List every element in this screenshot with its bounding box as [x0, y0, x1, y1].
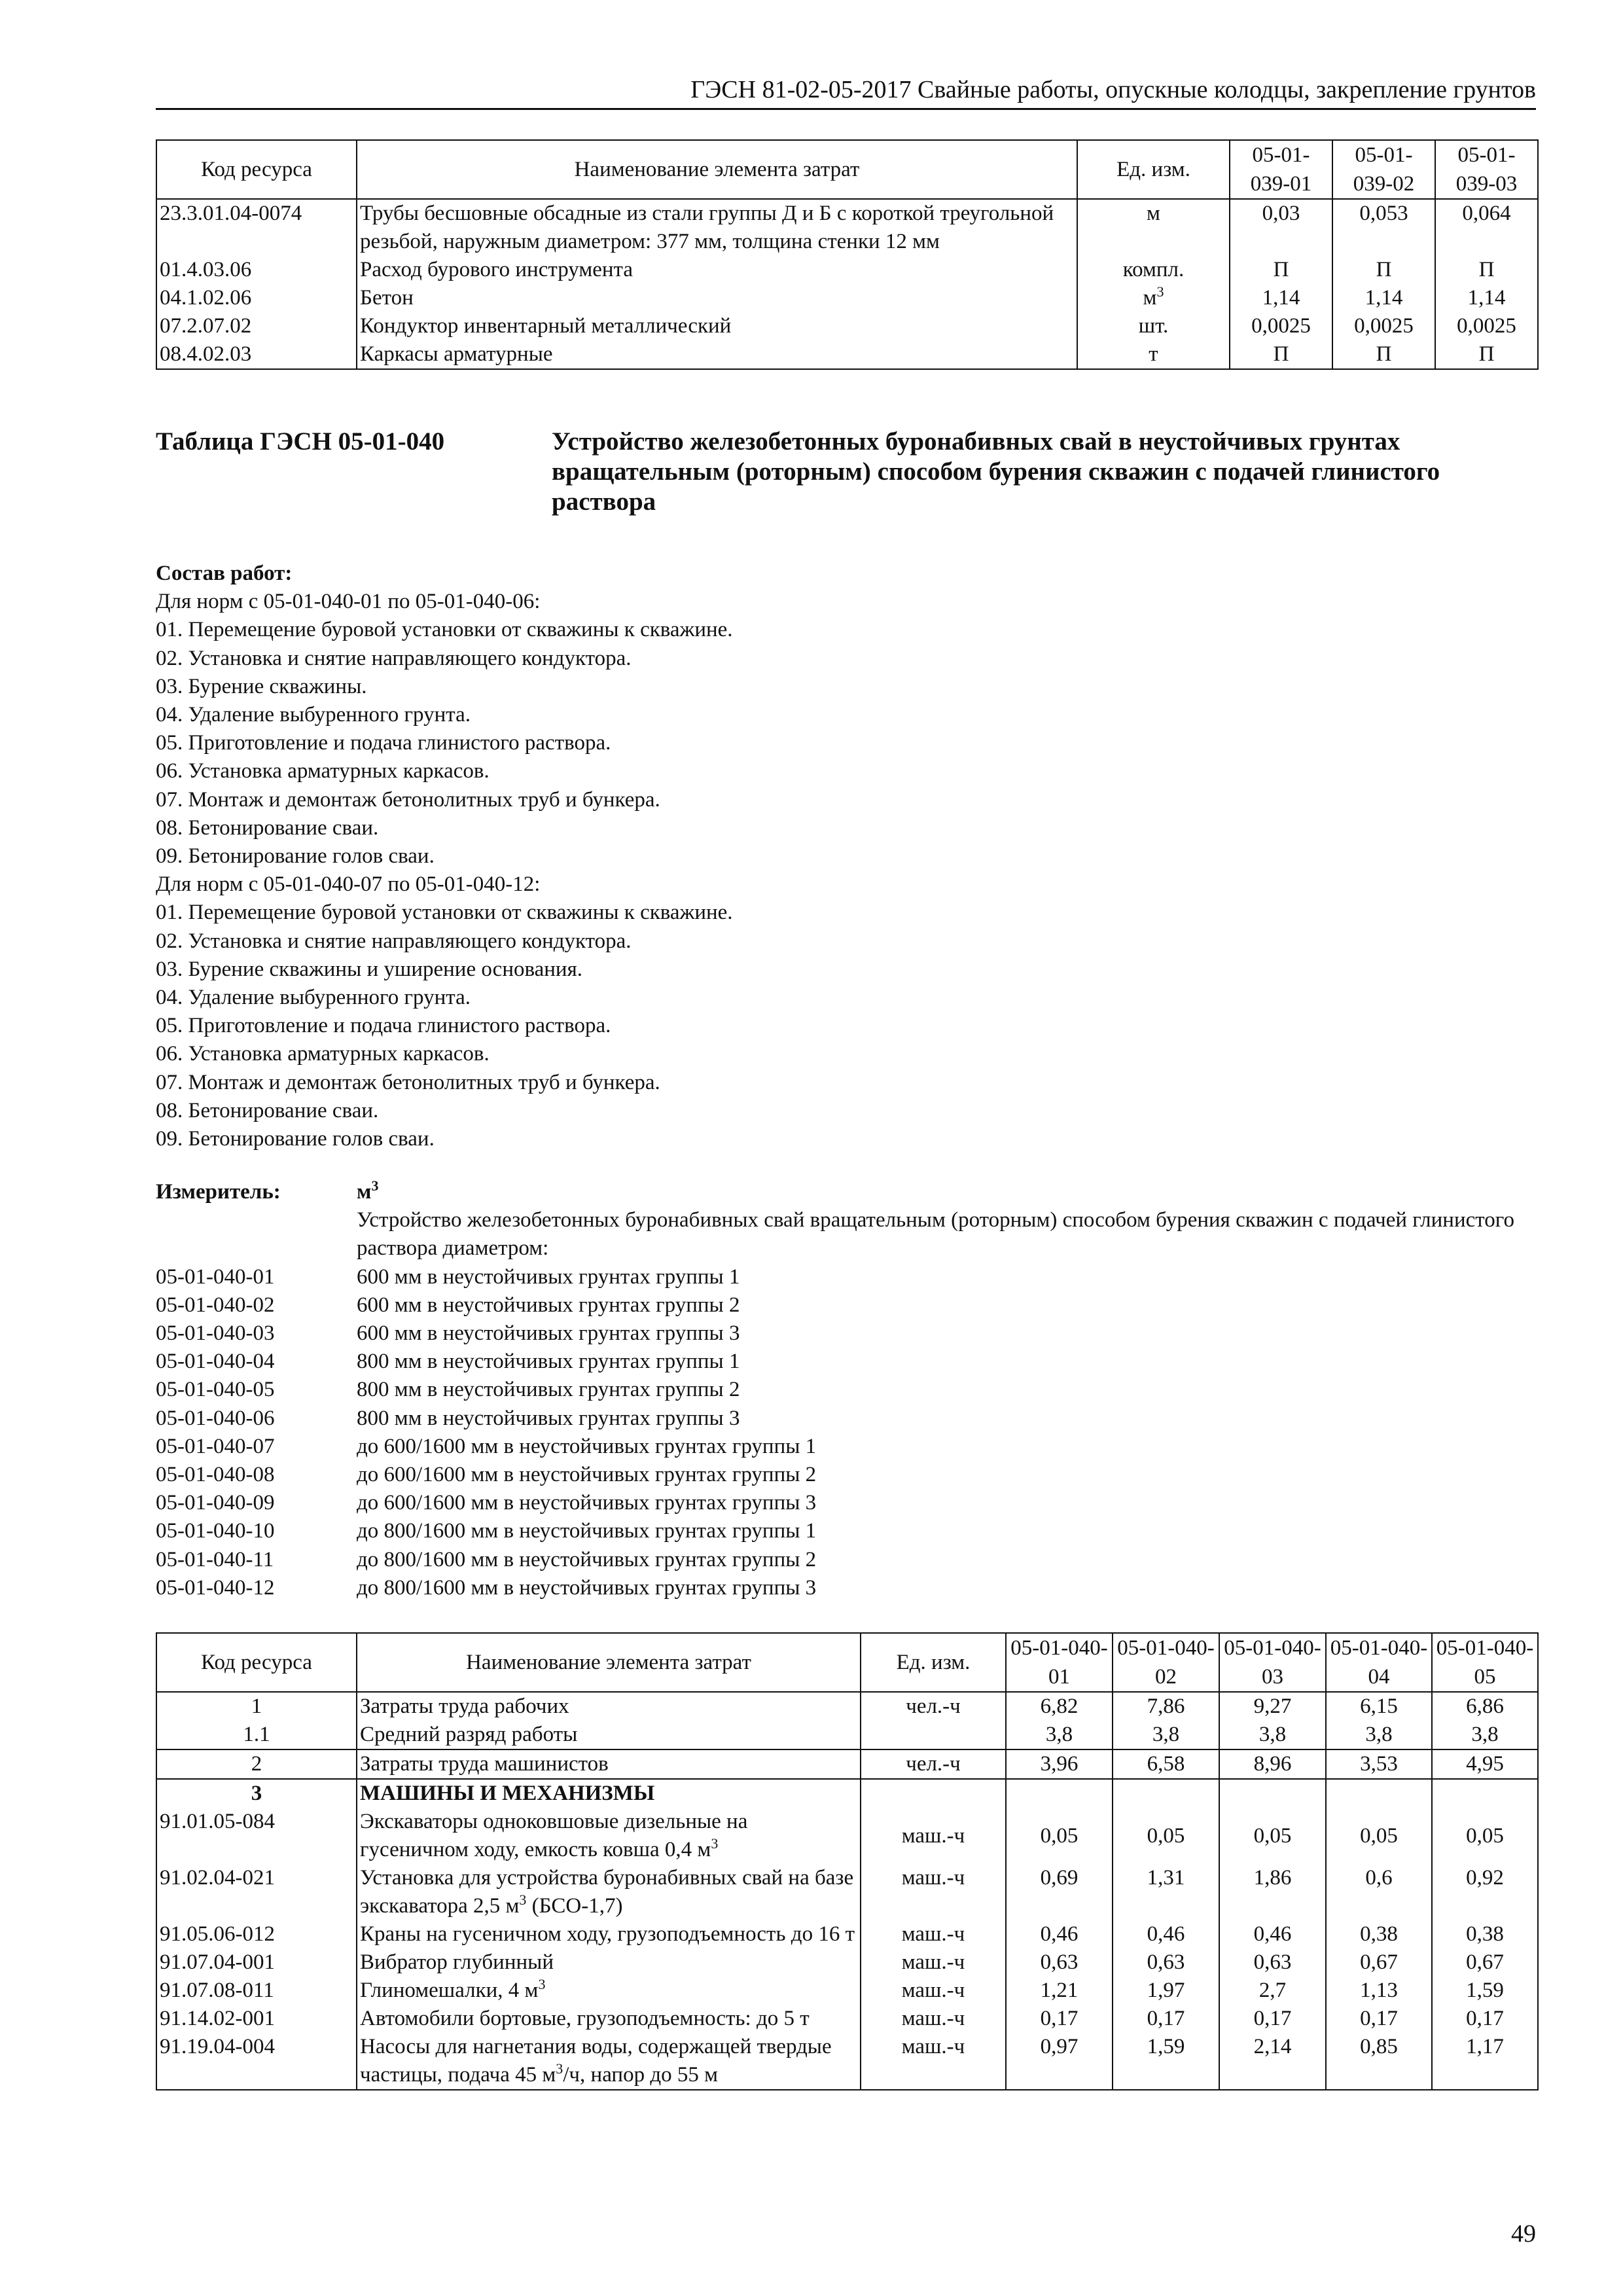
- table-cell: 0,05: [1432, 1808, 1538, 1864]
- table-row: [156, 1948, 1538, 1977]
- resources-table-039: [156, 139, 1539, 370]
- table-cell: 1,14: [1435, 284, 1538, 312]
- work-step: 02. Установка и снятие направляющего кондуктора.: [156, 929, 632, 953]
- norm-description: 600 мм в неустойчивых грунтах группы 3: [357, 1321, 740, 1346]
- table-cell: маш.-ч: [861, 2033, 1006, 2090]
- table-cell: 1,17: [1432, 2033, 1538, 2090]
- table-cell: маш.-ч: [861, 1920, 1006, 1948]
- table-cell-name: Вибратор глубинный: [357, 1948, 861, 1977]
- header-cell: Код ресурса: [156, 1633, 357, 1692]
- table-cell: П: [1435, 340, 1538, 369]
- table-cell: 0,0025: [1435, 312, 1538, 340]
- table-cell: 0,67: [1326, 1948, 1432, 1977]
- table-cell: шт.: [1077, 312, 1230, 340]
- table-cell: 8,96: [1219, 1749, 1326, 1779]
- table-cell: маш.-ч: [861, 2005, 1006, 2033]
- table-cell: 0,17: [1006, 2005, 1113, 2033]
- table-row: [156, 340, 1538, 369]
- meter-section: [156, 1178, 1537, 1602]
- header-cell: 05-01-040-04: [1326, 1633, 1432, 1692]
- table-cell: 0,17: [1432, 2005, 1538, 2033]
- table-cell: 0,46: [1006, 1920, 1113, 1948]
- table-cell-name: МАШИНЫ И МЕХАНИЗМЫ: [357, 1779, 861, 1808]
- table-cell: 0,03: [1230, 199, 1332, 256]
- header-cell: Ед. изм.: [861, 1633, 1006, 1692]
- meter-item: [156, 1405, 1537, 1433]
- works-title: Состав работ:: [156, 562, 293, 585]
- table-cell: 0,69: [1006, 1864, 1113, 1920]
- norm-description: до 600/1600 мм в неустойчивых грунтах группы 2: [357, 1463, 817, 1487]
- table-row: [156, 1808, 1538, 1864]
- table-cell: 01.4.03.06: [156, 256, 357, 284]
- table-cell: 0,064: [1435, 199, 1538, 256]
- header-cell: 05-01-040-05: [1432, 1633, 1538, 1692]
- table-cell: чел.-ч: [861, 1749, 1006, 1779]
- table-cell: 3: [156, 1779, 357, 1808]
- table-cell: 08.4.02.03: [156, 340, 357, 369]
- meter-item: [156, 1348, 1537, 1376]
- table-row: [156, 1692, 1538, 1721]
- norm-code: 05-01-040-12: [156, 1575, 275, 1600]
- norm-description: 600 мм в неустойчивых грунтах группы 2: [357, 1293, 740, 1317]
- table-cell: П: [1230, 340, 1332, 369]
- work-step: 07. Монтаж и демонтаж бетонолитных труб и бункера.: [156, 787, 660, 812]
- header-cell: Ед. изм.: [1077, 140, 1230, 199]
- table-cell: [1113, 1779, 1219, 1808]
- table-cell: 6,82: [1006, 1692, 1113, 1721]
- meter-item: [156, 1517, 1537, 1545]
- work-step: 08. Бетонирование сваи.: [156, 816, 379, 840]
- work-step: 05. Приготовление и подача глинистого раствора.: [156, 731, 611, 755]
- table-cell-name: Глиномешалки, 4 $м^3$: [357, 1977, 861, 2005]
- meter-unit: $м^3$: [357, 1177, 379, 1204]
- table-cell: 0,63: [1006, 1948, 1113, 1977]
- table-cell: 0,46: [1219, 1920, 1326, 1948]
- table-cell-name: Затраты труда рабочих: [357, 1692, 861, 1721]
- table-cell: 1,97: [1113, 1977, 1219, 2005]
- meter-item: [156, 1461, 1537, 1489]
- table-cell: [861, 1779, 1006, 1808]
- table-cell: 0,17: [1219, 2005, 1326, 2033]
- work-step: 01. Перемещение буровой установки от скважины к скважине.: [156, 618, 733, 642]
- norm-description: 800 мм в неустойчивых грунтах группы 1: [357, 1350, 740, 1374]
- header-cell: Код ресурса: [156, 140, 357, 199]
- table-cell: 1,14: [1332, 284, 1435, 312]
- table-cell: 91.07.08-011: [156, 1977, 357, 2005]
- meter-item: [156, 1433, 1537, 1461]
- table-cell: 9,27: [1219, 1692, 1326, 1721]
- work-step: 06. Установка арматурных каркасов.: [156, 1042, 490, 1066]
- norm-code: 05-01-040-10: [156, 1519, 275, 1543]
- norm-description: 800 мм в неустойчивых грунтах группы 3: [357, 1406, 740, 1430]
- table-cell: 91.19.04-004: [156, 2033, 357, 2090]
- table-row: [156, 1864, 1538, 1920]
- table-cell: П: [1435, 256, 1538, 284]
- table-row: [156, 199, 1538, 256]
- table-cell: маш.-ч: [861, 1948, 1006, 1977]
- meter-item: [156, 1489, 1537, 1517]
- norm-description: до 600/1600 мм в неустойчивых грунтах группы 1: [357, 1434, 817, 1458]
- meter-item: [156, 1546, 1537, 1574]
- table-cell: т: [1077, 340, 1230, 369]
- meter-description: Устройство железобетонных буронабивных свай вращательным (роторным) способом бурения скважин с подачей глинистого раствора диаметром:: [357, 1208, 1514, 1261]
- table-cell: [861, 1721, 1006, 1749]
- table-row: [156, 1920, 1538, 1948]
- work-step: 08. Бетонирование сваи.: [156, 1098, 379, 1122]
- table-cell: 1,59: [1113, 2033, 1219, 2090]
- table-cell: 0,17: [1326, 2005, 1432, 2033]
- norm-code: 05-01-040-11: [156, 1547, 274, 1571]
- works-group-title: Для норм с 05-01-040-07 по 05-01-040-12:: [156, 872, 541, 897]
- page-number: 49: [1511, 2220, 1536, 2248]
- header-divider: [156, 108, 1536, 110]
- header-cell: Наименование элемента затрат: [357, 1633, 861, 1692]
- header-cell: 05-01-040-01: [1006, 1633, 1113, 1692]
- norm-code: 05-01-040-04: [156, 1350, 275, 1374]
- table-cell: 0,0025: [1230, 312, 1332, 340]
- table-cell: 0,17: [1113, 2005, 1219, 2033]
- table-cell: 3,8: [1432, 1721, 1538, 1749]
- table-cell: Каркасы арматурные: [357, 340, 1077, 369]
- works-list: [156, 616, 1530, 870]
- table-cell: [1006, 1779, 1113, 1808]
- table-cell: П: [1332, 340, 1435, 369]
- norm-code: 05-01-040-09: [156, 1491, 275, 1515]
- table-cell: 1.1: [156, 1721, 357, 1749]
- meter-item: [156, 1263, 1537, 1291]
- table-cell: 0,85: [1326, 2033, 1432, 2090]
- table-cell: маш.-ч: [861, 1864, 1006, 1920]
- meter-item: [156, 1319, 1537, 1348]
- table-cell: 04.1.02.06: [156, 284, 357, 312]
- works-group-title: Для норм с 05-01-040-01 по 05-01-040-06:: [156, 590, 541, 614]
- work-step: 05. Приготовление и подача глинистого раствора.: [156, 1014, 611, 1038]
- table-cell: 1,86: [1219, 1864, 1326, 1920]
- works-list: [156, 899, 1530, 1153]
- norm-code: 05-01-040-03: [156, 1321, 275, 1346]
- table-cell: 91.07.04-001: [156, 1948, 357, 1977]
- table-cell: 0,38: [1432, 1920, 1538, 1948]
- table-cell-name: Краны на гусеничном ходу, грузоподъемность до 16 т: [357, 1920, 861, 1948]
- table-cell: 0,6: [1326, 1864, 1432, 1920]
- table-cell: 0,05: [1113, 1808, 1219, 1864]
- table-cell: 1,31: [1113, 1864, 1219, 1920]
- table-cell: 0,0025: [1332, 312, 1435, 340]
- table-row: [156, 256, 1538, 284]
- table-cell: 0,67: [1432, 1948, 1538, 1977]
- work-composition: [156, 560, 1530, 1153]
- table-cell: [1326, 1779, 1432, 1808]
- resources-table-040: [156, 1632, 1539, 2090]
- table-cell-name: Средний разряд работы: [357, 1721, 861, 1749]
- meter-item: [156, 1376, 1537, 1404]
- norm-code: 05-01-040-07: [156, 1434, 275, 1458]
- table-cell: компл.: [1077, 256, 1230, 284]
- table-cell: Бетон: [357, 284, 1077, 312]
- header-cell: Наименование элемента затрат: [357, 140, 1077, 199]
- table-cell: П: [1230, 256, 1332, 284]
- norm-description: 800 мм в неустойчивых грунтах группы 2: [357, 1378, 740, 1402]
- work-step: 04. Удаление выбуренного грунта.: [156, 703, 471, 727]
- table-header-row: [156, 1633, 1538, 1692]
- table-cell: П: [1332, 256, 1435, 284]
- table-cell: 0,63: [1113, 1948, 1219, 1977]
- table-cell: 23.3.01.04-0074: [156, 199, 357, 256]
- table-cell: 0,97: [1006, 2033, 1113, 2090]
- work-step: 06. Установка арматурных каркасов.: [156, 759, 490, 783]
- table-cell: 91.05.06-012: [156, 1920, 357, 1948]
- table-cell: 3,8: [1113, 1721, 1219, 1749]
- table-row: [156, 1721, 1538, 1749]
- norm-description: до 800/1600 мм в неустойчивых грунтах группы 2: [357, 1547, 817, 1571]
- table-cell: Кондуктор инвентарный металлический: [357, 312, 1077, 340]
- table-header-row: [156, 140, 1538, 199]
- table-cell: маш.-ч: [861, 1808, 1006, 1864]
- table-cell: 0,63: [1219, 1948, 1326, 1977]
- table-cell: 0,46: [1113, 1920, 1219, 1948]
- table-cell: 0,053: [1332, 199, 1435, 256]
- work-step: 09. Бетонирование голов сваи.: [156, 1127, 435, 1151]
- table-row: [156, 284, 1538, 312]
- norm-code: 05-01-040-06: [156, 1406, 275, 1430]
- table-cell: 2,7: [1219, 1977, 1326, 2005]
- table-cell: 3,8: [1326, 1721, 1432, 1749]
- table-cell: 3,8: [1006, 1721, 1113, 1749]
- work-step: 03. Бурение скважины и уширение основания.: [156, 957, 583, 981]
- table-cell-name: Насосы для нагнетания воды, содержащей твердые частицы, подача 45 $м^3/ч$, напор до 55 м: [357, 2033, 861, 2090]
- meter-item: [156, 1291, 1537, 1319]
- running-header: ГЭСН 81-02-05-2017 Свайные работы, опускные колодцы, закрепление грунтов: [690, 76, 1536, 103]
- table-cell: 0,05: [1219, 1808, 1326, 1864]
- table-cell: 6,58: [1113, 1749, 1219, 1779]
- work-step: 03. Бурение скважины.: [156, 674, 367, 698]
- table-cell: 91.02.04-021: [156, 1864, 357, 1920]
- work-step: 07. Монтаж и демонтаж бетонолитных труб и бункера.: [156, 1070, 660, 1094]
- table-cell: Расход бурового инструмента: [357, 256, 1077, 284]
- table-cell: 4,95: [1432, 1749, 1538, 1779]
- table-row: [156, 2033, 1538, 2090]
- header-cell: 05-01-039-02: [1332, 140, 1435, 199]
- table-cell: 3,96: [1006, 1749, 1113, 1779]
- table-cell: 07.2.07.02: [156, 312, 357, 340]
- meter-label: Измеритель:: [156, 1180, 281, 1204]
- work-step: 01. Перемещение буровой установки от скважины к скважине.: [156, 901, 733, 925]
- table-row: [156, 1749, 1538, 1779]
- table-cell-name: Экскаваторы одноковшовые дизельные на гусеничном ходу, емкость ковша 0,4 $м^3$: [357, 1808, 861, 1864]
- table-cell: 2: [156, 1749, 357, 1779]
- table-row: [156, 1977, 1538, 2005]
- table-cell: 0,38: [1326, 1920, 1432, 1948]
- table-cell: 7,86: [1113, 1692, 1219, 1721]
- table-cell: Трубы бесшовные обсадные из стали группы Д и Б с короткой треугольной резьбой, наружным диаметром: 377 мм, толщина стенки 12 мм: [357, 199, 1077, 256]
- meter-item: [156, 1574, 1537, 1602]
- norm-description: до 800/1600 мм в неустойчивых грунтах группы 3: [357, 1575, 817, 1600]
- norm-description: 600 мм в неустойчивых грунтах группы 1: [357, 1265, 740, 1289]
- table-cell: 2,14: [1219, 2033, 1326, 2090]
- table-cell: 1: [156, 1692, 357, 1721]
- table-cell: 1,13: [1326, 1977, 1432, 2005]
- work-step: 04. Удаление выбуренного грунта.: [156, 986, 471, 1010]
- norm-code: 05-01-040-08: [156, 1463, 275, 1487]
- norm-code: 05-01-040-02: [156, 1293, 275, 1317]
- table-description: Устройство железобетонных буронабивных свай в неустойчивых грунтах вращательным (роторным) способом бурения скважин с подачей глинистого раствора: [552, 427, 1440, 516]
- table-cell: 0,05: [1326, 1808, 1432, 1864]
- norm-description: до 800/1600 мм в неустойчивых грунтах группы 1: [357, 1519, 817, 1543]
- table-cell: 0,05: [1006, 1808, 1113, 1864]
- table-cell: [1219, 1779, 1326, 1808]
- header-cell: 05-01-040-03: [1219, 1633, 1326, 1692]
- table-cell: $м^3$: [1077, 284, 1230, 312]
- header-cell: 05-01-039-01: [1230, 140, 1332, 199]
- norm-code: 05-01-040-01: [156, 1265, 275, 1289]
- table-cell-name: Затраты труда машинистов: [357, 1749, 861, 1779]
- table-cell: 1,21: [1006, 1977, 1113, 2005]
- table-cell: 1,14: [1230, 284, 1332, 312]
- table-row: [156, 2005, 1538, 2033]
- table-cell: 6,86: [1432, 1692, 1538, 1721]
- table-row: [156, 312, 1538, 340]
- table-row: [156, 1779, 1538, 1808]
- table-cell: 1,59: [1432, 1977, 1538, 2005]
- table-cell: 0,92: [1432, 1864, 1538, 1920]
- table-cell: 3,8: [1219, 1721, 1326, 1749]
- header-cell: 05-01-039-03: [1435, 140, 1538, 199]
- header-cell: 05-01-040-02: [1113, 1633, 1219, 1692]
- norm-description: до 600/1600 мм в неустойчивых грунтах группы 3: [357, 1491, 817, 1515]
- norm-code: 05-01-040-05: [156, 1378, 275, 1402]
- table-cell: 91.01.05-084: [156, 1808, 357, 1864]
- work-step: 02. Установка и снятие направляющего кондуктора.: [156, 646, 632, 670]
- table-title: Таблица ГЭСН 05-01-040: [156, 427, 445, 456]
- table-cell: 3,53: [1326, 1749, 1432, 1779]
- table-cell: 6,15: [1326, 1692, 1432, 1721]
- table-cell: 91.14.02-001: [156, 2005, 357, 2033]
- work-step: 09. Бетонирование голов сваи.: [156, 844, 435, 869]
- table-cell: [1432, 1779, 1538, 1808]
- table-cell-name: Установка для устройства буронабивных свай на базе экскаватора 2,5 $м^3$ (БСО-1,7): [357, 1864, 861, 1920]
- table-cell: маш.-ч: [861, 1977, 1006, 2005]
- table-cell-name: Автомобили бортовые, грузоподъемность: до 5 т: [357, 2005, 861, 2033]
- table-cell: м: [1077, 199, 1230, 256]
- table-cell: чел.-ч: [861, 1692, 1006, 1721]
